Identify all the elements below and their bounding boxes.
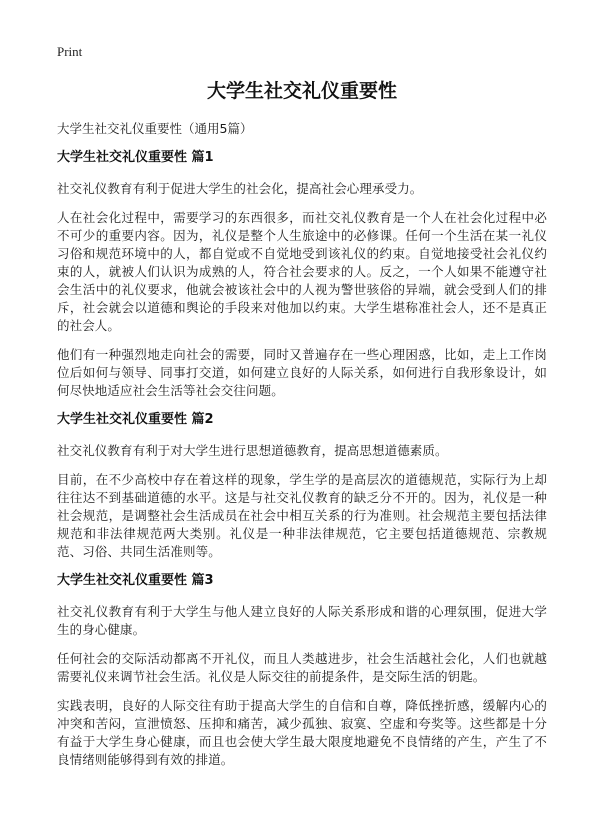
paragraph: 社交礼仪教育有利于对大学生进行思想道德教育，提高思想道德素质。 [57, 443, 448, 458]
print-link[interactable]: Print [57, 44, 83, 59]
section-2 [57, 411, 547, 561]
section-heading: 大学生社交礼仪重要性 篇3 [57, 573, 214, 588]
document-page [57, 44, 547, 780]
paragraph: 任何社会的交际活动都离不开礼仪，而且人类越进步，社会生活越社会化，人们也就越需要礼仪来调节社会生活。礼仪是人际交往的前提条件，是交际生活的钥匙。 [57, 651, 547, 684]
paragraph: 社交礼仪教育有利于大学生与他人建立良好的人际关系形成和谐的心理氛围，促进大学生的身心健康。 [57, 604, 547, 637]
page-title: 大学生社交礼仪重要性 [206, 80, 397, 102]
section-heading: 大学生社交礼仪重要性 篇2 [57, 412, 214, 427]
document-subtitle: 大学生社交礼仪重要性（通用5篇） [57, 121, 253, 136]
section-heading: 大学生社交礼仪重要性 篇1 [57, 150, 214, 165]
section-1 [57, 149, 547, 400]
section-3 [57, 572, 547, 769]
paragraph: 目前，在不少高校中存在着这样的现象，学生学的是高层次的道德规范，实际行为上却往往达不到基础道德的水平。这是与社交礼仪教育的缺乏分不开的。因为，礼仪是一种社会规范，是调整社会生活成员在社会中相互关系的行为准则。社会规范主要包括法律规范和非法律规范两大类别。礼仪是一种非法律规范，它主要包括道德规范、宗教规范、习俗、共同生活准则等。 [57, 472, 547, 559]
paragraph: 人在社会化过程中，需要学习的东西很多，而社交礼仪教育是一个人在社会化过程中必不可少的重要内容。因为，礼仪是整个人生旅途中的必修课。任何一个生活在某一礼仪习俗和规范环境中的人，都自觉或不自觉地受到该礼仪的约束。自觉地接受社会礼仪约束的人，就被人们认识为成熟的人，符合社会要求的人。反之，一个人如果不能遵守社会生活中的礼仪要求，他就会被该社会中的人视为警世骇俗的异端，就会受到人们的排斥，社会就会以道德和舆论的手段来对他加以约束。大学生堪称准社会人，还不是真正的社会人。 [57, 210, 547, 333]
paragraph: 社交礼仪教育有利于促进大学生的社会化，提高社会心理承受力。 [57, 181, 423, 196]
paragraph: 实践表明，良好的人际交往有助于提高大学生的自信和自尊，降低挫折感，缓解内心的冲突和苦闷，宣泄愤怒、压抑和痛苦，减少孤独、寂寞、空虚和夸奖等。这些都是十分有益于大学生身心健康，而且也会使大学生最大限度地避免不良情绪的产生，产生了不良情绪则能够得到有效的排道。 [57, 698, 547, 767]
paragraph: 他们有一种强烈地走向社会的需要，同时又普遍存在一些心理困惑，比如，走上工作岗位后如何与领导、同事打交道，如何建立良好的人际关系，如何进行自我形象设计，如何尽快地适应社会生活等社会交往问题。 [57, 347, 547, 398]
